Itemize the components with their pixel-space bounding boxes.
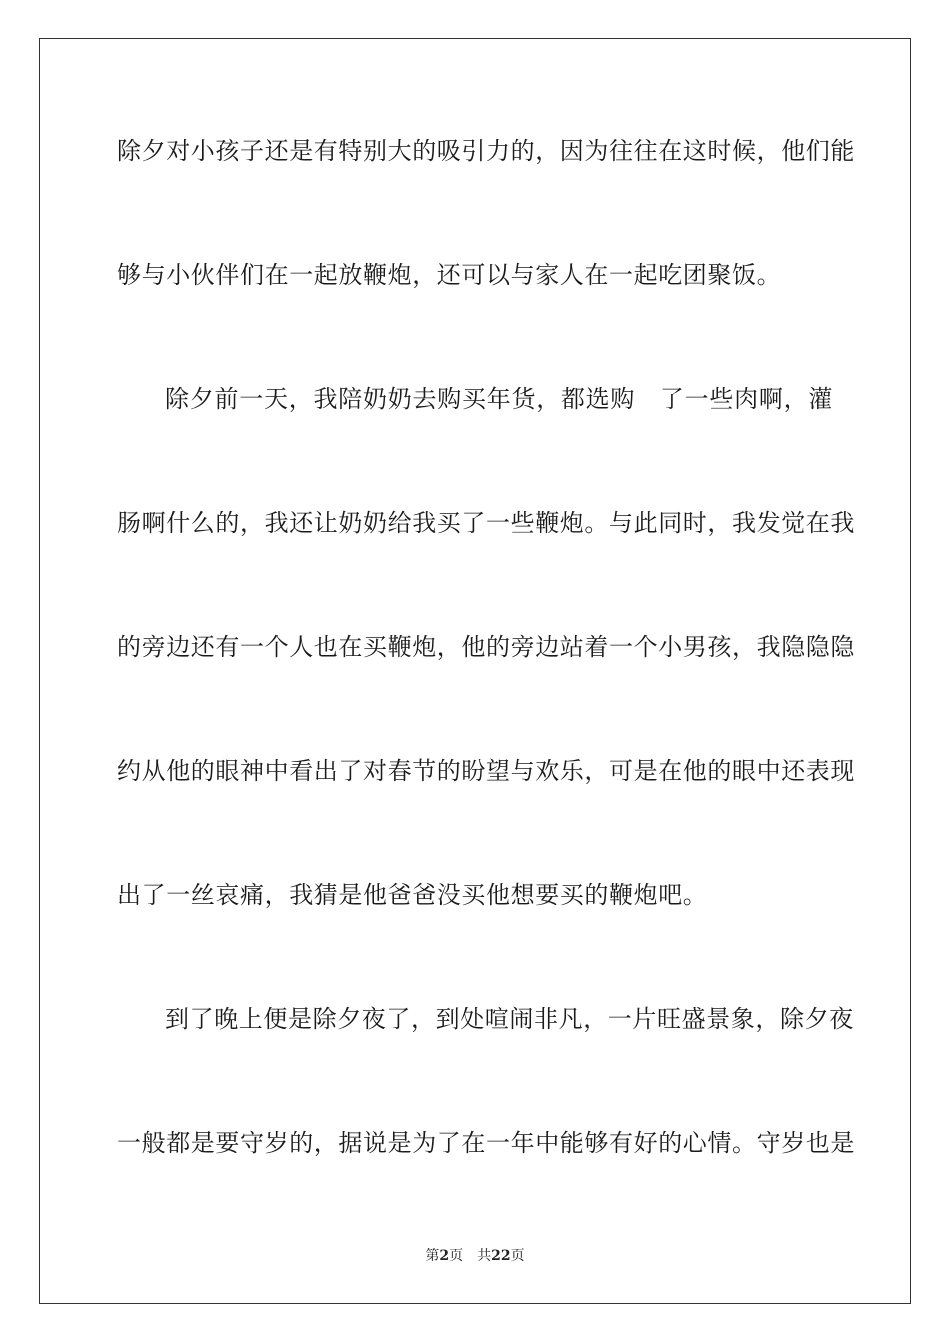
total-pages: 共22页 (477, 1248, 525, 1264)
body-text-line: 出了一丝哀痛，我猜是他爸爸没买他想要买的鞭炮吧。 (117, 881, 708, 909)
body-text-line: 一般都是要守岁的，据说是为了在一年中能够有好的心情。守岁也是 (117, 1129, 855, 1157)
page-footer (0, 1246, 950, 1266)
page-border (39, 38, 911, 1304)
body-text-line: 约从他的眼神中看出了对春节的盼望与欢乐，可是在他的眼中还表现 (117, 757, 855, 785)
page-number: 第2页 (425, 1248, 464, 1264)
body-text-line: 肠啊什么的，我还让奶奶给我买了一些鞭炮。与此同时，我发觉在我 (117, 509, 855, 537)
body-text-line: 除夕对小孩子还是有特别大的吸引力的，因为往往在这时候，他们能 (117, 137, 855, 165)
body-text-line: 除夕前一天，我陪奶奶去购买年货，都选购 了一些肉啊，灌 (165, 385, 833, 413)
body-text-line: 到了晚上便是除夕夜了，到处喧闹非凡，一片旺盛景象，除夕夜 (165, 1005, 854, 1033)
body-text-line: 的旁边还有一个人也在买鞭炮，他的旁边站着一个小男孩，我隐隐隐 (117, 633, 855, 661)
body-text-line: 够与小伙伴们在一起放鞭炮，还可以与家人在一起吃团聚饭。 (117, 261, 782, 289)
